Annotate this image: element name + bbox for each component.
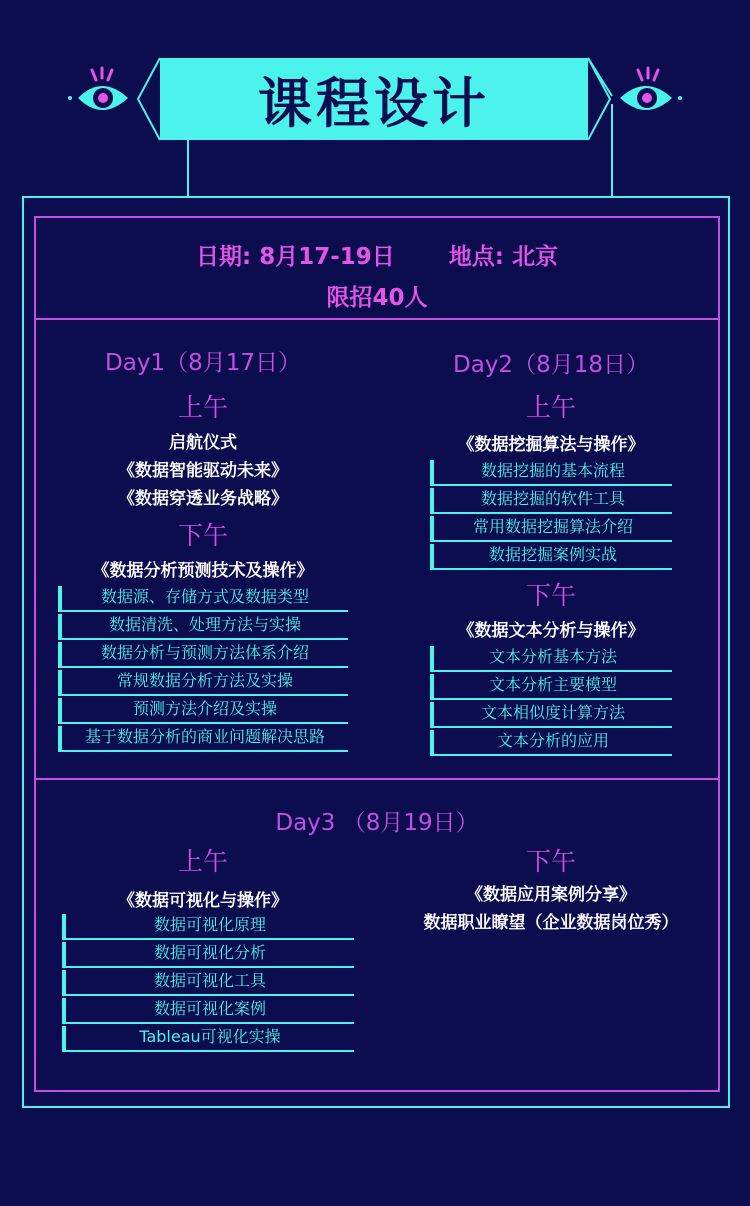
list-item: 文本分析基本方法 [430, 646, 672, 672]
day3-morning-heading: 《数据可视化与操作》 [118, 891, 288, 911]
day3-afternoon-line: 《数据应用案例分享》 [466, 885, 636, 905]
list-item: 数据挖掘案例实战 [430, 544, 672, 570]
list-item: 数据可视化原理 [62, 914, 354, 940]
day2-morning-label: 上午 [525, 393, 576, 422]
list-item: 数据可视化案例 [62, 998, 354, 1024]
day1-morning-label: 上午 [177, 393, 228, 422]
list-item: 数据源、存储方式及数据类型 [58, 586, 348, 612]
list-item: 数据清洗、处理方法与实操 [58, 614, 348, 640]
day3-afternoon-label: 下午 [525, 847, 576, 876]
list-item: 文本相似度计算方法 [430, 702, 672, 728]
page-title: 课程设计 [258, 71, 490, 135]
day3-afternoon-line: 数据职业瞭望（企业数据岗位秀） [423, 913, 679, 933]
info-date-location [34, 238, 720, 271]
list-item: Tableau可视化实操 [62, 1026, 354, 1052]
day3-title: Day3 （8月19日） [275, 810, 479, 836]
divider-day3 [34, 778, 720, 780]
list-item: 预测方法介绍及实操 [58, 698, 348, 724]
list-item: 常规数据分析方法及实操 [58, 670, 348, 696]
info-location: 地点: 北京 [448, 244, 558, 270]
divider-info [34, 318, 720, 320]
list-item: 常用数据挖掘算法介绍 [430, 516, 672, 542]
day2-afternoon-heading: 《数据文本分析与操作》 [457, 621, 645, 641]
eye-icon-left [66, 66, 136, 130]
info-date: 日期: 8月17-19日 [196, 244, 395, 270]
info-quota: 限招40人 [326, 285, 428, 311]
list-item: 数据挖掘的基本流程 [430, 460, 672, 486]
day3-morning-label: 上午 [177, 847, 228, 876]
list-item: 基于数据分析的商业问题解决思路 [58, 726, 348, 752]
day1-afternoon-heading: 《数据分析预测技术及操作》 [92, 561, 314, 581]
list-item: 数据可视化分析 [62, 942, 354, 968]
day2-title: Day2（8月18日） [453, 352, 649, 378]
day1-afternoon-label: 下午 [177, 521, 228, 550]
list-item: 数据分析与预测方法体系介绍 [58, 642, 348, 668]
title-banner [160, 58, 588, 140]
list-item: 文本分析主要模型 [430, 674, 672, 700]
list-item: 数据可视化工具 [62, 970, 354, 996]
day1-column [44, 344, 362, 377]
day1-morning-item: 《数据智能驱动未来》 [118, 461, 288, 481]
list-item: 文本分析的应用 [430, 730, 672, 756]
day2-afternoon-label: 下午 [525, 581, 576, 610]
day1-morning-item: 《数据穿透业务战略》 [118, 489, 288, 509]
day1-title: Day1（8月17日） [105, 350, 301, 376]
list-item: 数据挖掘的软件工具 [430, 488, 672, 514]
day2-morning-heading: 《数据挖掘算法与操作》 [457, 435, 645, 455]
day1-morning-item: 启航仪式 [169, 433, 237, 453]
eye-icon-right [612, 66, 686, 130]
